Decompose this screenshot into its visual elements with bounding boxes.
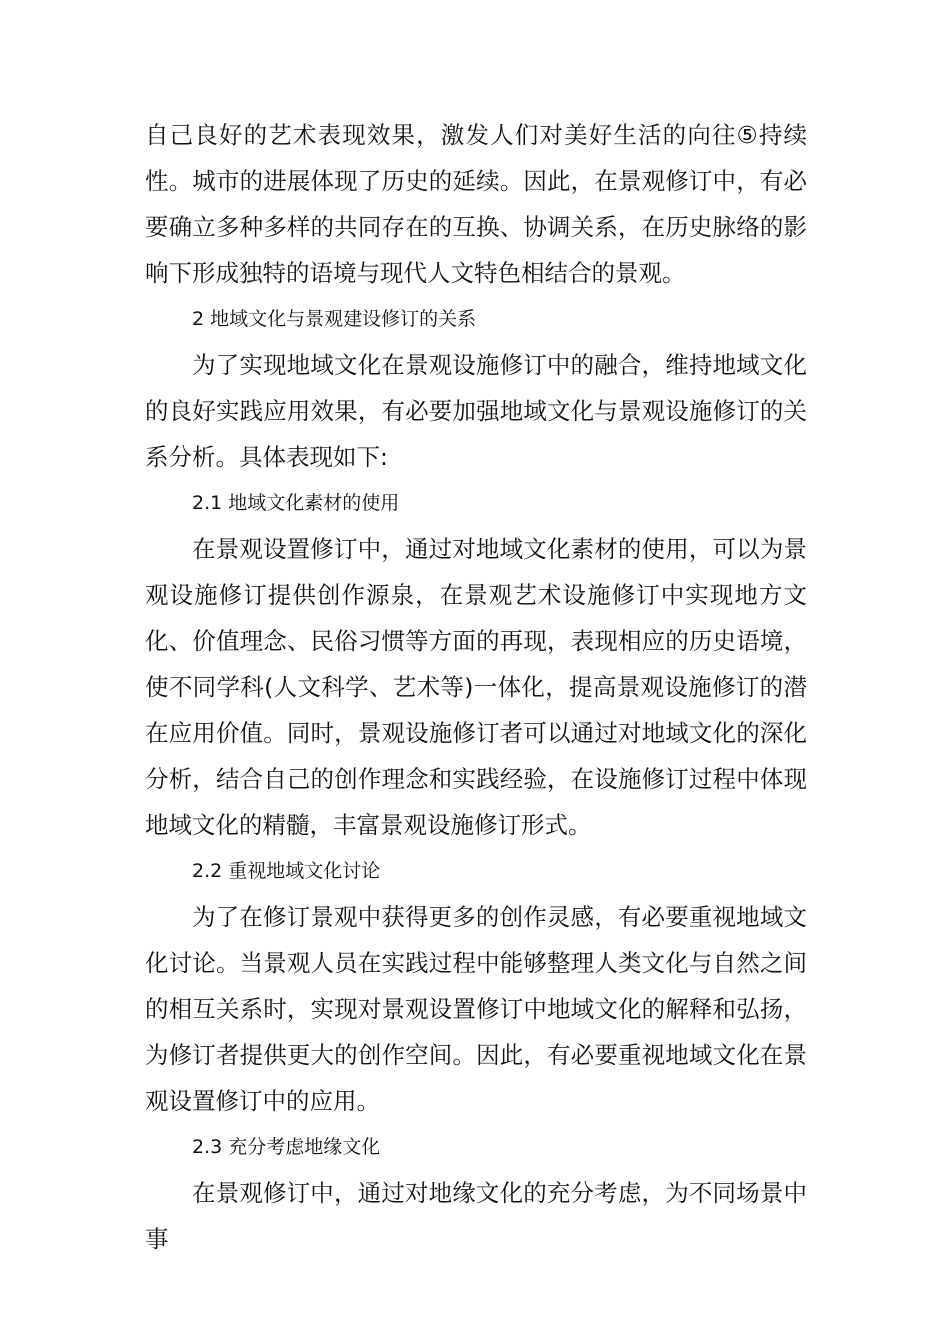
section-heading-2-3: 2.3 充分考虑地缘文化 [192,1136,381,1158]
section-heading-2-1: 2.1 地域文化素材的使用 [192,492,400,514]
section-heading-2-2: 2.2 重视地域文化讨论 [192,860,381,882]
paragraph: 在景观设置修订中，通过对地域文化素材的使用，可以为景观设施修订提供创作源泉，在景观艺术设施修订中实现地方文化、价值理念、民俗习惯等方面的再现，表现相应的历史语境，使不同学科(人文科学、艺术等)一体化，提高景观设施修订的潜在应用价值。同时，景观设施修订者可以通过对地域文化的深化分析，结合自己的创作理念和实践经验，在设施修订过程中体现地域文化的精髓，丰富景观设施修订形式。 [145,535,807,839]
document-body [145,112,807,1262]
paragraph-continuation: 自己良好的艺术表现效果，激发人们对美好生活的向往⑤持续性。城市的进展体现了历史的延续。因此，在景观修订中，有必要确立多种多样的共同存在的互换、协调关系，在历史脉络的影响下形成独特的语境与现代人文特色相结合的景观。 [145,121,807,287]
paragraph: 为了实现地域文化在景观设施修订中的融合，维持地域文化的良好实践应用效果，有必要加强地域文化与景观设施修订的关系分析。具体表现如下: [145,351,807,471]
paragraph: 在景观修订中，通过对地缘文化的充分考虑，为不同场景中事 [145,1179,807,1253]
paragraph: 为了在修订景观中获得更多的创作灵感，有必要重视地域文化讨论。当景观人员在实践过程中能够整理人类文化与自然之间的相互关系时，实现对景观设置修订中地域文化的解释和弘扬，为修订者提供更大的创作空间。因此，有必要重视地域文化在景观设置修订中的应用。 [145,903,807,1115]
section-heading-2: 2 地域文化与景观建设修订的关系 [192,308,477,330]
